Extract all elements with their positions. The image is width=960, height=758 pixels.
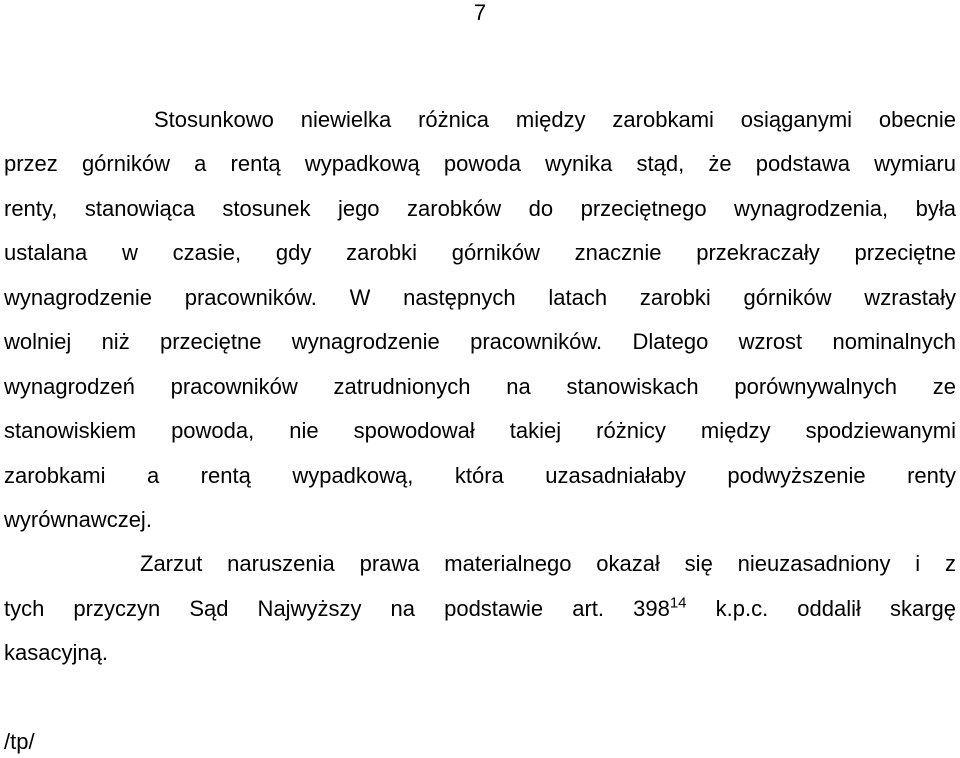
page-number: 7 — [473, 0, 487, 25]
paragraph-1-line: wynagrodzeń pracowników zatrudnionych na stanowiskach porównywalnych ze — [4, 374, 956, 399]
paragraph-1-line: przez górników a rentą wypadkową powoda wynika stąd, że podstawa wymiaru — [4, 151, 956, 176]
paragraph-1-line: stanowiskiem powoda, nie spowodował takiej różnicy między spodziewanymi — [4, 418, 956, 443]
paragraph-1-line: ustalana w czasie, gdy zarobki górników znacznie przekraczały przeciętne — [4, 240, 956, 265]
paragraph-1-line: wyrównawczej. — [4, 507, 152, 532]
paragraph-2-line: kasacyjną. — [4, 640, 108, 665]
paragraph-2-line-text: tych przyczyn Sąd Najwyższy na podstawie art. 398 — [4, 596, 670, 621]
paragraph-1-line: wynagrodzenie pracowników. W następnych latach zarobki górników wzrastały — [4, 285, 956, 310]
footer-mark: /tp/ — [4, 729, 35, 754]
paragraph-1-line: Stosunkowo niewielka różnica między zarobkami osiąganymi obecnie — [154, 107, 956, 132]
paragraph-2-line-text: k.p.c. oddalił skargę — [686, 596, 956, 621]
paragraph-2-line — [4, 596, 956, 622]
article-superscript: 14 — [669, 594, 687, 612]
paragraph-1-line: renty, stanowiąca stosunek jego zarobków do przeciętnego wynagrodzenia, była — [4, 196, 956, 221]
paragraph-1-line: zarobkami a rentą wypadkową, która uzasadniałaby podwyższenie renty — [4, 463, 956, 488]
paragraph-2-line: Zarzut naruszenia prawa materialnego okazał się nieuzasadniony i z — [140, 551, 956, 576]
paragraph-1-line: wolniej niż przeciętne wynagrodzenie pracowników. Dlatego wzrost nominalnych — [4, 329, 956, 354]
